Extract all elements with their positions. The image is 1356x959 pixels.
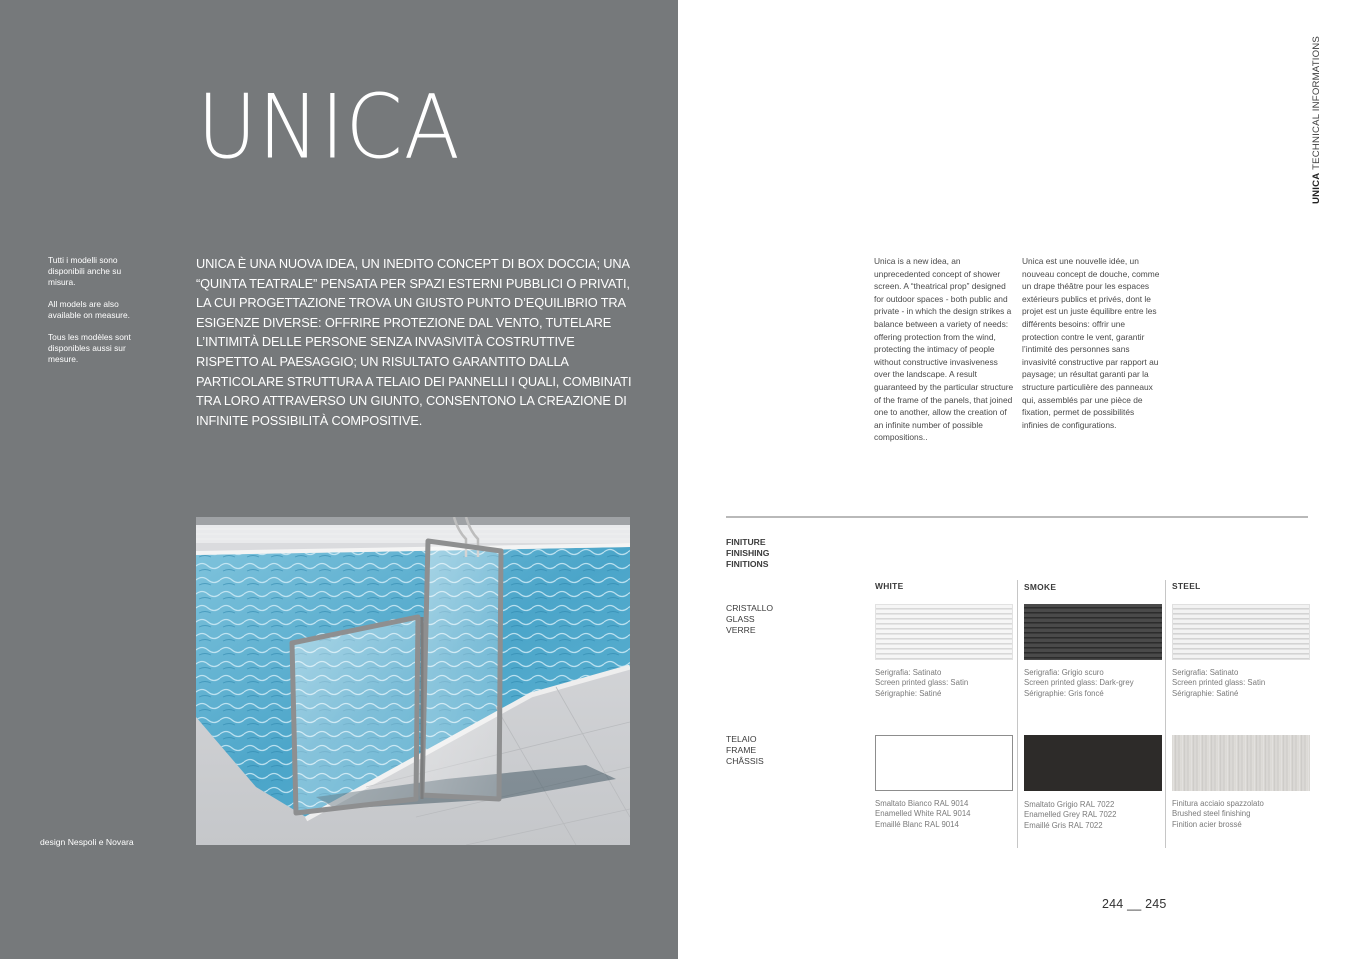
caption-frame-steel bbox=[1172, 799, 1312, 830]
availability-note-fr: Tous les modèles sont disponibles aussi sur mesure. bbox=[48, 332, 131, 364]
frame-label bbox=[726, 734, 764, 767]
finishing-label-it: FINITURE bbox=[726, 537, 766, 547]
swatch-glass-steel bbox=[1172, 604, 1310, 660]
finishing-label-en: FINISHING bbox=[726, 548, 770, 558]
swatch-frame-white bbox=[875, 735, 1013, 791]
caption-frame-white bbox=[875, 799, 1015, 830]
divider bbox=[726, 516, 1308, 518]
caption-line: Sérigraphie: Satiné bbox=[1172, 688, 1239, 698]
availability-note-it: Tutti i modelli sono disponibili anche su misura. bbox=[48, 255, 122, 287]
caption-glass-smoke bbox=[1024, 668, 1164, 699]
caption-line: Screen printed glass: Satin bbox=[1172, 678, 1266, 688]
caption-frame-grey bbox=[1024, 800, 1164, 831]
caption-line: Emaillé Gris RAL 7022 bbox=[1024, 820, 1103, 830]
frame-label-fr: CHÂSSIS bbox=[726, 756, 764, 766]
caption-line: Screen printed glass: Satin bbox=[875, 678, 969, 688]
caption-line: Sérigraphie: Gris foncé bbox=[1024, 688, 1104, 698]
intro-paragraph: UNICA È UNA NUOVA IDEA, UN INEDITO CONCEPT DI BOX DOCCIA; UNA “QUINTA TEATRALE” PENSATA PER SPAZI ESTERNI PUBBLICI O PRIVATI, LA CUI PROGETTAZIONE TROVA UN GIUSTO PUNTO D’EQUILIBRIO TRA ESIGENZE DIVERSE: OFFRIRE PROTEZIONE DAL VENTO, TUTELARE L’INTIMITÀ DELLE PERSONE SENZA INVASIVITÀ COSTRUTTIVE RISPETTO AL PAESAGGIO; UN RISULTATO GARANTITO DALLA PARTICOLARE STRUTTURA A TELAIO DEI PANNELLI I QUALI, COMBINATI TRA LORO ATTRAVERSO UN GIUNTO, CONSENTONO LA CREAZIONE DI INFINITE POSSIBILITÀ COMPOSITIVE. bbox=[196, 256, 632, 428]
caption-glass-white bbox=[875, 668, 1015, 699]
glass-label-fr: VERRE bbox=[726, 625, 756, 635]
finishing-label bbox=[726, 537, 769, 570]
frame-label-en: FRAME bbox=[726, 745, 757, 755]
caption-line: Brushed steel finishing bbox=[1172, 809, 1251, 819]
caption-line: Emaillé Blanc RAL 9014 bbox=[875, 819, 959, 829]
column-head-steel: STEEL bbox=[1172, 581, 1201, 591]
product-photo bbox=[196, 517, 630, 845]
page-numbers: 244 __ 245 bbox=[1102, 897, 1167, 911]
caption-line: Smaltato Bianco RAL 9014 bbox=[875, 799, 969, 808]
description-french: Unica est une nouvelle idée, un nouveau concept de douche, comme un drape théâtre pour les espaces extérieurs publics et privés, dont le projet est un juste équilibre entre les différents besoins: offrir une protection contre le vent, garantir l’intimité des personnes sans invasivité constructive par rapport au paysage; un résultat garanti par la structure particulière des panneaux qui, assemblés par une pièce de fixation, permet de possibilités infinies de configurations. bbox=[1022, 256, 1160, 430]
swatch-glass-white bbox=[875, 604, 1013, 660]
swatch-frame-steel bbox=[1172, 735, 1310, 791]
caption-line: Serigrafia: Grigio scuro bbox=[1024, 668, 1104, 677]
caption-line: Enamelled Grey RAL 7022 bbox=[1024, 810, 1117, 820]
description-english: Unica is a new idea, an unprecedented concept of shower screen. A “theatrical prop” designed for outdoor spaces - both public and private - in which the design strikes a balance between a variety of needs: offering protection from the wind, protecting the intimacy of people without constructive invasiveness over the landscape. A result guaranteed by the particular structure of the frame of the panels, that joined one to another, allow the creation of an infinite number of possible compositions.. bbox=[874, 256, 1014, 443]
right-page bbox=[678, 0, 1356, 959]
glass-label-it: CRISTALLO bbox=[726, 603, 774, 613]
caption-line: Serigrafia: Satinato bbox=[875, 668, 942, 677]
column-head-smoke: SMOKE bbox=[1024, 582, 1057, 592]
product-title: UNICA bbox=[197, 76, 461, 180]
caption-line: Enamelled White RAL 9014 bbox=[875, 809, 971, 819]
swatch-glass-smoke bbox=[1024, 604, 1162, 660]
swatch-frame-grey bbox=[1024, 735, 1162, 791]
availability-notes bbox=[48, 255, 148, 376]
caption-line: Finitura acciaio spazzolato bbox=[1172, 799, 1264, 808]
caption-line: Smaltato Grigio RAL 7022 bbox=[1024, 800, 1115, 809]
caption-line: Serigrafia: Satinato bbox=[1172, 668, 1239, 677]
section-label bbox=[1311, 36, 1322, 204]
glass-label bbox=[726, 603, 773, 636]
frame-label-it: TELAIO bbox=[726, 734, 757, 744]
caption-line: Sérigraphie: Satiné bbox=[875, 688, 942, 698]
design-credit: design Nespoli e Novara bbox=[40, 837, 134, 847]
section-label-brand: UNICA bbox=[1311, 172, 1322, 204]
glass-label-en: GLASS bbox=[726, 614, 755, 624]
caption-line: Screen printed glass: Dark-grey bbox=[1024, 678, 1134, 688]
column-separator bbox=[1017, 580, 1018, 848]
caption-glass-steel bbox=[1172, 668, 1312, 699]
availability-note-en: All models are also available on measure. bbox=[48, 299, 130, 320]
caption-line: Finition acier brossé bbox=[1172, 819, 1242, 829]
finishing-label-fr: FINITIONS bbox=[726, 559, 769, 569]
column-head-white: WHITE bbox=[875, 581, 904, 591]
section-label-text: TECHNICAL INFORMATIONS bbox=[1311, 35, 1322, 170]
column-separator bbox=[1165, 580, 1166, 848]
